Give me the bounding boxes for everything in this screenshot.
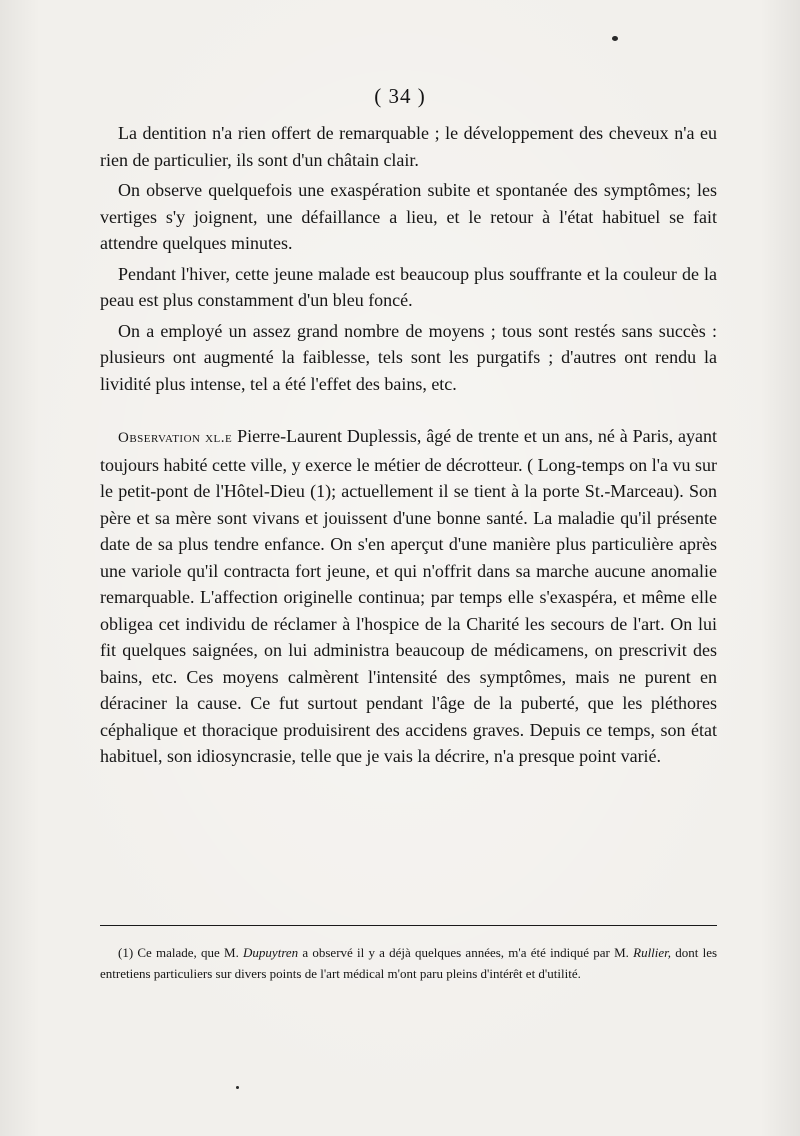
- footnote: [100, 942, 717, 984]
- paragraph-winter: Pendant l'hiver, cette jeune malade est beaucoup plus souffrante et la couleur de la peau est plus constamment d'un bleu foncé.: [100, 263, 717, 310]
- observation-label: Observation xl.e: [118, 430, 233, 446]
- ink-speck: [236, 1086, 239, 1089]
- ink-speck: [612, 36, 618, 41]
- footnote-part-1: (1) Ce malade, que M.: [118, 945, 239, 960]
- observation-paragraph: [100, 423, 717, 770]
- paragraph-exasperation: On observe quelquefois une exaspération subite et spontanée des symptômes; les vertiges s'y joignent, une défaillance a lieu, et le retour à l'état habituel se fait attendre quelques minutes.: [100, 180, 717, 253]
- main-text: [100, 120, 717, 770]
- paragraph-dentition: La dentition n'a rien offert de remarquable ; le développement des cheveux n'a eu rien de particulier, ils sont d'un châtain clair.: [100, 123, 717, 170]
- footnote-part-3: dont les entretiens particuliers sur divers points de l'art médical m'ont paru pleins d'intérêt et d'utilité.: [100, 945, 718, 981]
- page-number: ( 34 ): [374, 84, 426, 108]
- footnote-name-dupuytren: Dupuytren: [243, 945, 299, 960]
- footnote-part-2: a observé il y a déjà quelques années, m'a été indiqué par M.: [302, 945, 629, 960]
- observation-text: Pierre-Laurent Duplessis, âgé de trente et un ans, né à Paris, ayant toujours habité cette ville, y exerce le métier de décrotteur. ( Long-temps on l'a vu sur le petit-pont de l'Hôtel-Dieu (1); actuellement il se tient à la porte St.-Marceau). Son père et sa mère sont vivans et jouissent d'une bonne santé. La maladie qu'il présente date de sa plus tendre enfance. On s'en aperçut d'une manière plus particulière après une variole qu'il contracta fort jeune, et qui n'offrit dans sa marche aucune anomalie remarquable. L'affection originelle continua; par temps elle s'exaspéra, et même elle obligea cet individu de réclamer à l'hospice de la Charité les secours de l'art. On lui fit quelques saignées, on lui administra beaucoup de médicamens, on prescrivit des bains, etc. Ces moyens calmèrent l'intensité des symptômes, mais ne purent en déraciner la cause. Ce fut surtout pendant l'âge de la puberté, que les pléthores céphalique et thoracique produisirent des accidens graves. Depuis ce temps, son état habituel, son idiosyncrasie, telle que je vais la décrire, n'a presque point varié.: [100, 426, 717, 766]
- footnote-name-rullier: Rullier,: [633, 945, 672, 960]
- paragraph-treatments: On a employé un assez grand nombre de moyens ; tous sont restés sans succès : plusieurs ont augmenté la faiblesse, tels sont les purgatifs ; d'autres ont rendu la lividité plus intense, tel a été l'effet des bains, etc.: [100, 320, 717, 394]
- footnote-divider: [100, 925, 717, 926]
